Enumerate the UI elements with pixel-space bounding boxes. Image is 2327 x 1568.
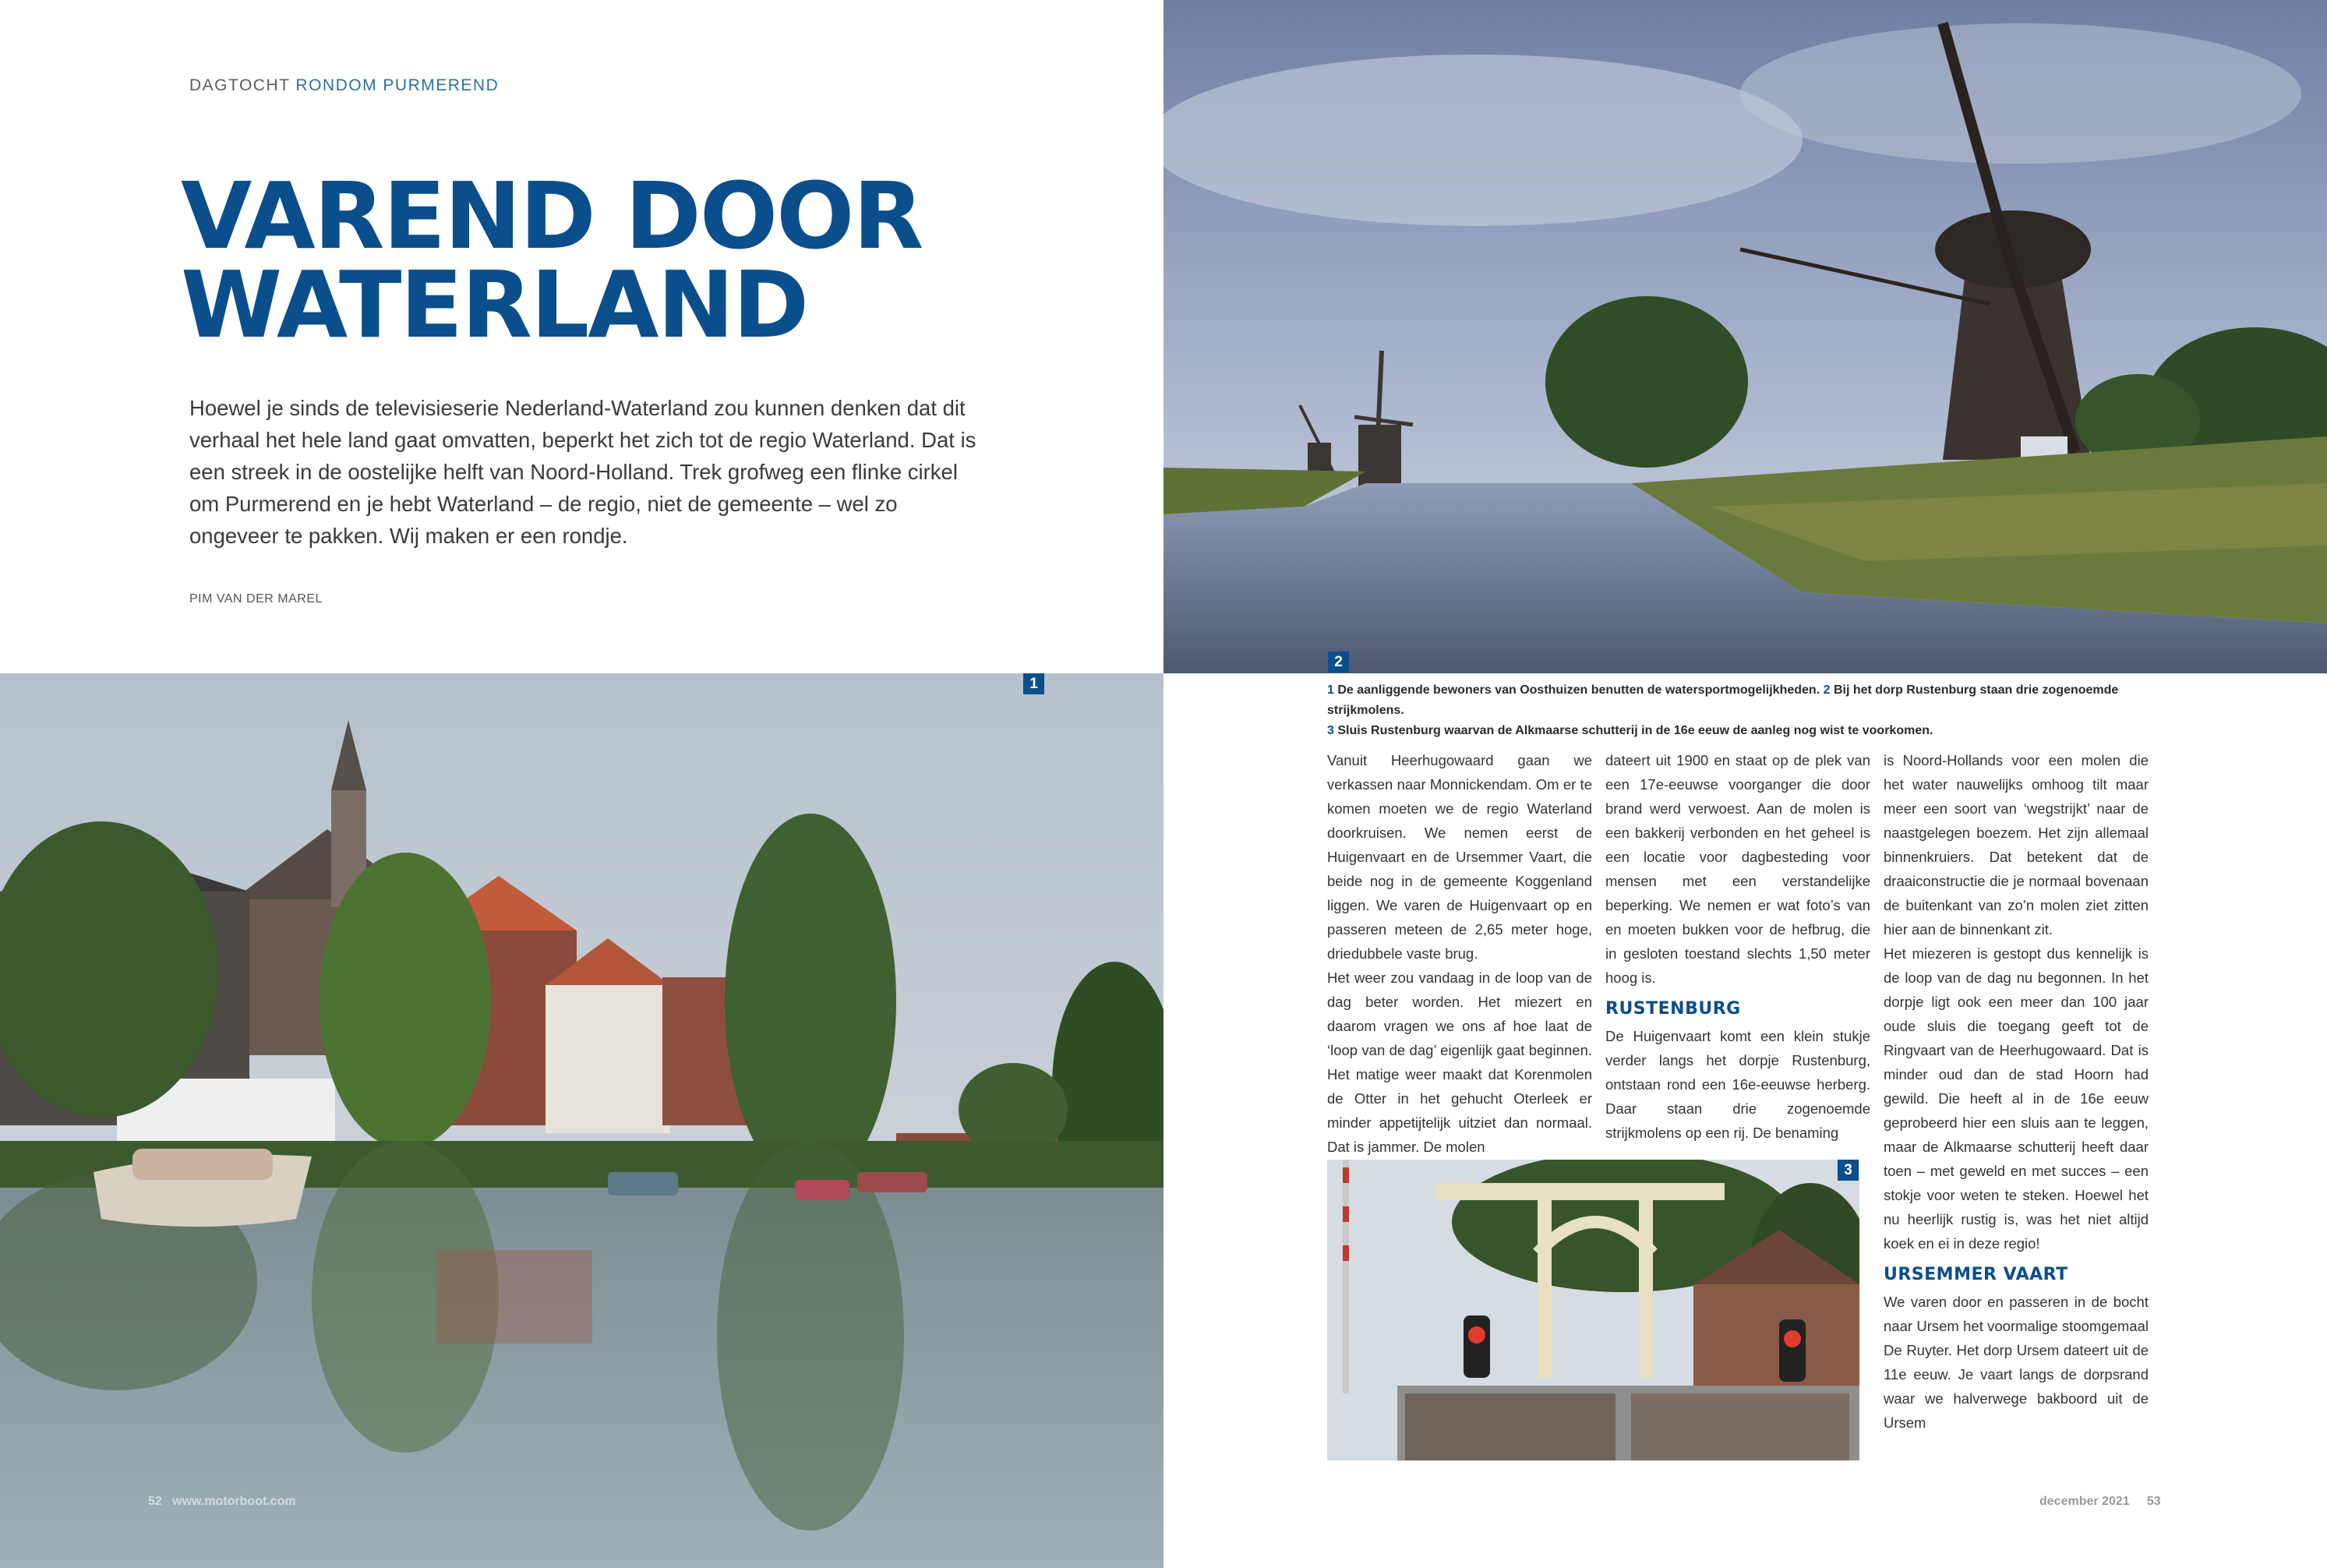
photo-village-canal-graphic (0, 673, 1164, 1568)
page-number-left: 52 (148, 1495, 162, 1508)
kicker (189, 76, 499, 95)
subheading-rustenburg: RUSTENBURG (1605, 999, 1741, 1019)
intro-paragraph: Hoewel je sinds de televisieserie Nederland-Waterland zou kunnen denken dat dit verhaal het hele land gaat omvatten, beperkt het zich tot de regio Waterland. Dat is een streek in de oostelijke helft van Noord-Holland. Trek grofweg een flinke cirkel om Purmerend en je hebt Waterland – de regio, niet de gemeente – wel zo ongeveer te pakken. Wij maken er een rondje. (189, 396, 976, 548)
body-paragraph: dateert uit 1900 en staat op de plek van een 17e-eeuwse voorganger die door brand werd verwoest. Aan de molen is een bakkerij verbonden en het geheel is een locatie voor dagbesteding voor mensen met een verstandelijke beperking. We nemen er wat foto’s van en moeten bukken voor de hefbrug, die in gesloten toestand slechts 1,50 meter hoog is. (1605, 752, 1870, 986)
body-column-2 (1605, 748, 1870, 1145)
body-paragraph: De Huigenvaart komt een klein stukje verder langs het dorpje Rustenburg, ontstaan rond een 16e-eeuwse herberg. Daar staan drie zogenoemde strijkmolens op een rij. De benaming (1605, 1028, 1870, 1141)
caption-text-1: De aanliggende bewoners van Oosthuizen benutten de watersportmogelijkheden. (1337, 683, 1820, 697)
photo-windmills (1164, 0, 2327, 673)
photo-lock-bridge-graphic (1327, 1160, 1859, 1460)
body-paragraph: is Noord-Hollands voor een molen die het water nauwelijks omhoog tilt maar meer een soort van ‘wegstrijkt’ naar de naastgelegen boezem. Het zijn allemaal binnenkruiers. Dat betekent dat de draaiconstructie die je normaal bovenaan de buitenkant van zo’n molen ziet zitten hier aan de binnenkant zit. (1884, 752, 2149, 938)
folio-right (2039, 1495, 2161, 1509)
caption-number-1: 1 (1327, 683, 1334, 697)
page-number-right: 53 (2146, 1495, 2161, 1508)
photo-captions (1327, 680, 2145, 741)
body-column-1 (1327, 748, 1592, 1159)
kicker-accent: RONDOM PURMEREND (295, 76, 500, 94)
photo-number-badge-2: 2 (1328, 652, 1349, 673)
headline-line-2: WATERLAND (181, 251, 808, 358)
photo-number-badge-3: 3 (1838, 1160, 1859, 1181)
photo-number-badge-1: 1 (1023, 673, 1044, 694)
website-url: www.motorboot.com (172, 1495, 296, 1508)
subheading-ursemmer-vaart: URSEMMER VAART (1884, 1265, 2068, 1284)
body-paragraph: Het miezeren is gestopt dus kennelijk is de loop van de dag nu begonnen. In het dorpje ligt ook een meer dan 100 jaar oude sluis die toegang geeft tot de Ringvaart van de Heerhugowaard. Dat is minder oud dan de stad Hoorn had gewild. Die heeft al in de 16e eeuw geprobeerd hier een sluis aan te leggen, maar de Alkmaarse schutterij heeft daar toen – met geweld en met succes – een stokje voor weten te steken. Hoewel het nu heerlijk rustig is, was het niet altijd koek en ei in deze regio! (1884, 945, 2149, 1252)
photo-lock-bridge (1327, 1160, 1859, 1460)
body-column-3 (1884, 748, 2149, 1435)
caption-text-3: Sluis Rustenburg waarvan de Alkmaarse schutterij in de 16e eeuw de aanleg nog wist te voorkomen. (1337, 724, 1933, 737)
caption-number-2: 2 (1823, 683, 1831, 697)
headline-line-1: VAREND DOOR (181, 162, 923, 270)
headline (181, 162, 923, 358)
photo-village-canal (0, 673, 1164, 1568)
caption-number-3: 3 (1327, 724, 1334, 737)
body-paragraph: Vanuit Heerhugowaard gaan we verkassen naar Monnickendam. Om er te komen moeten we de regio Waterland doorkruisen. We nemen eerst de Huigenvaart en de Ursemmer Vaart, die beide nog in de gemeente Koggenland liggen. We varen de Huigenvaart op en passeren meteen de 2,65 meter hoge, driedubbele vaste brug. (1327, 752, 1592, 962)
photo-windmills-graphic (1164, 0, 2327, 673)
kicker-prefix: DAGTOCHT (189, 76, 291, 94)
body-paragraph: Het weer zou vandaag in de loop van de dag beter worden. Het miezert en daarom vragen we ons af hoe laat de ‘loop van de dag’ eigenlijk gaat beginnen. Het matige weer maakt dat Korenmolen de Otter in het gehucht Oterleek er minder appetijtelijk uitziet dan normaal. Dat is jammer. De molen (1327, 969, 1592, 1155)
folio-left (148, 1495, 296, 1509)
author-byline: PIM VAN DER MAREL (189, 592, 323, 606)
caption-text-2: Bij het dorp Rustenburg staan drie zogenoemde strijkmolens. (1327, 683, 2119, 717)
issue-date: december 2021 (2039, 1495, 2130, 1508)
body-paragraph: We varen door en passeren in de bocht naar Ursem het voormalige stoomgemaal De Ruyter. Het dorp Ursem dateert uit de 11e eeuw. Je vaart langs de dorpsrand waar we halverwege bakboord uit de Ursem (1884, 1294, 2149, 1431)
